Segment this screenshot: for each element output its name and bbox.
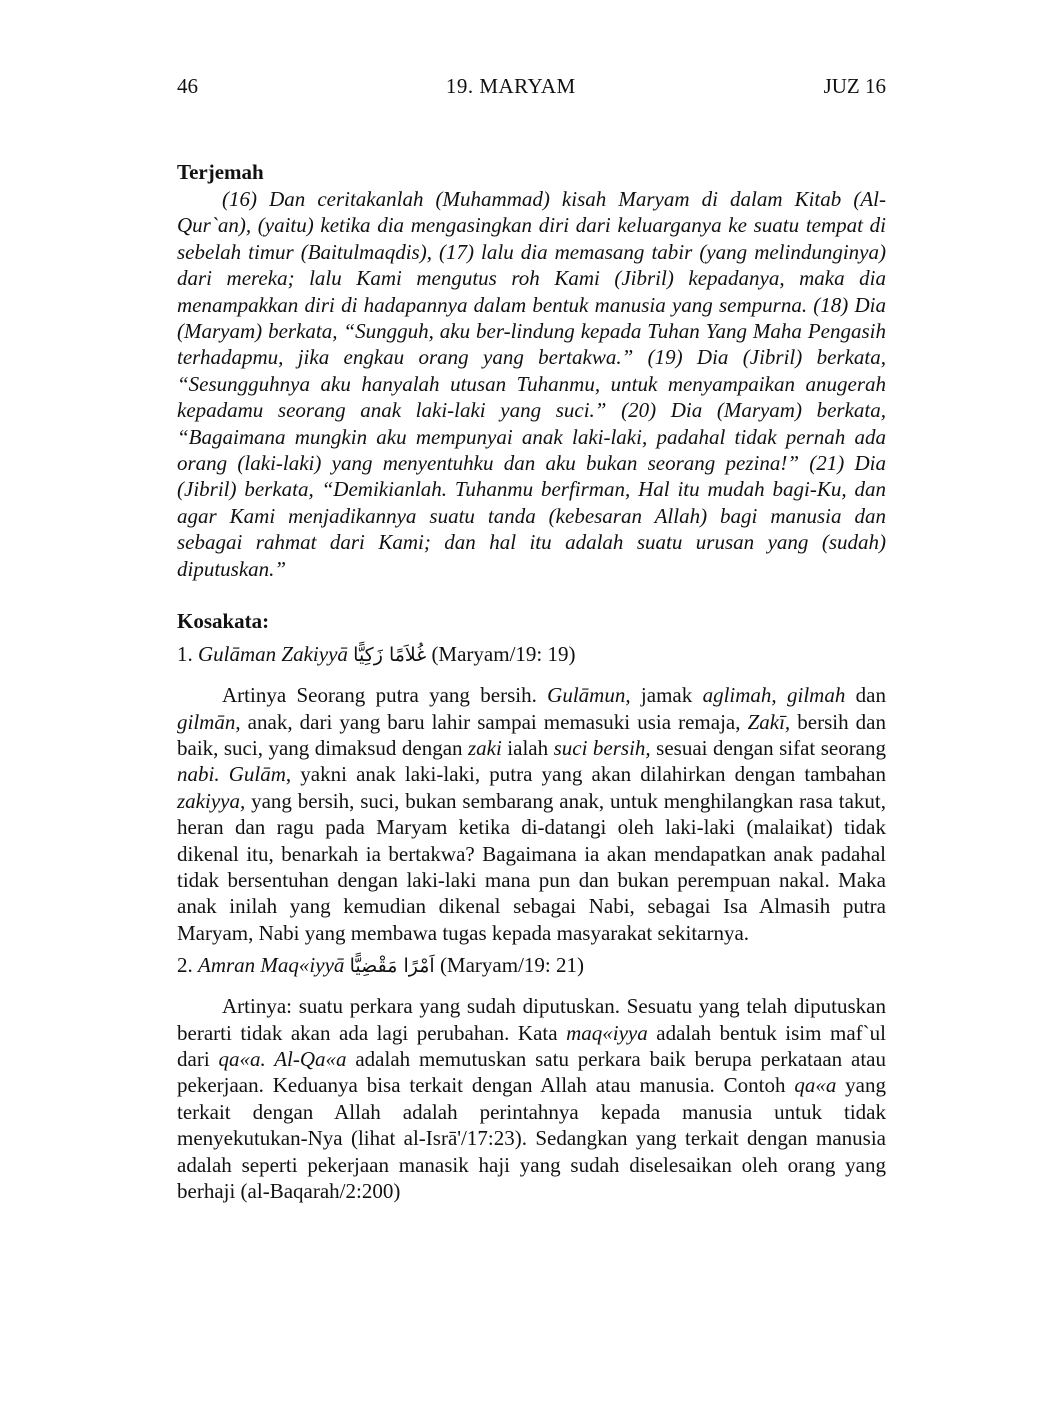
text-run: , anak, dari yang baru lahir sampai memasuki usia remaja, [235,709,748,734]
vocab-number: 2. [177,953,193,978]
text-run: adalah memutuskan satu perkara baik berupa perkataan atau pekerjaan. Keduanya bisa terkait dengan Allah atau manusia. Contoh [177,1046,886,1098]
page-number: 46 [177,74,198,98]
italic-term: suci bersih, [553,735,651,760]
vocab-item-2 [177,950,886,981]
page-header [177,72,886,100]
vocab-arabic: اَمْرًا مَقْضِيًّا [349,955,435,978]
kosakata-heading: Kosakata: [177,609,270,634]
italic-term: maq«iyya [566,1020,648,1045]
italic-term: zaki [468,735,502,760]
italic-term: qa«a [794,1073,837,1098]
juz-label: JUZ 16 [823,74,886,98]
terjemah-heading: Terjemah [177,160,264,184]
italic-term: zakiyya, [177,788,246,813]
text-run: Artinya: suatu perkara yang sudah diputuskan. Sesuatu yang telah diputuskan berarti tidak akan ada lagi perubahan. Kata [177,994,886,1045]
text-run: , yakni anak laki-laki, putra yang akan dilahirkan dengan tambahan [285,762,887,787]
document-page [177,72,886,1204]
text-run: dan [845,683,886,708]
text-run: yang terkait dengan Allah adalah perintahnya kepada manusia untuk tidak menyekutukan-Nya (lihat al-Isrā'/17:23). Sedangkan yang terkait dengan manusia adalah seperti pekerjaan manasik haji yang sudah diselesaikan oleh orang yang berhaji (al-Baqarah/2:200) [177,1073,886,1203]
chapter-title: 19. MARYAM [445,74,576,98]
vocab-explanation-1 [177,682,886,946]
italic-term: gilmān [177,709,236,734]
text-run: ialah [501,735,554,760]
text-run: bersih dan baik, suci, yang dimaksud dengan [177,709,886,760]
italic-term: nabi. Gulām [177,762,286,787]
italic-term: Gulāmun, [547,683,631,708]
text-run: Artinya Seorang putra yang bersih. [222,683,548,708]
text-run: jamak [630,683,703,708]
vocab-explanation-2 [177,993,886,1204]
vocab-term: Gulāman Zakiyyā [198,642,348,667]
vocab-item-1 [177,639,886,670]
text-run: yang bersih, suci, bukan sembarang anak, untuk menghilangkan rasa takut, heran dan ragu pada Maryam ketika di-datangi oleh laki-laki (malaikat) tidak dikenal itu, benarkah ia bertakwa? Bagaimana ia akan mendapatkan anak padahal tidak bersentuhan dengan laki-laki mana pun dan bukan perempuan nakal. Maka anak inilah yang kemudian dikenal sebagai Nabi, sebagai Isa Almasih putra Maryam, Nabi yang membawa tugas kepada masyarakat sekitarnya. [177,788,886,945]
vocab-reference: (Maryam/19: 21) [439,953,584,978]
text-run: adalah bentuk isim maf`ul dari [177,1020,886,1071]
italic-term: Zakī, [747,709,791,734]
text-run: sesuai dengan sifat seorang [650,735,887,760]
italic-term: qa«a. Al-Qa«a [218,1046,347,1071]
translation-paragraph: (16) Dan ceritakanlah (Muhammad) kisah Maryam di dalam Kitab (Al-Qur`an), (yaitu) ketika dia mengasingkan diri dari keluarganya ke suatu tempat di sebelah timur (Baitulmaqdis), (17) lalu dia memasang tabir (yang melindunginya) dari mereka; lalu Kami mengutus roh Kami (Jibril) kepadanya, maka dia menampakkan diri di hadapannya dalam bentuk manusia yang sempurna. (18) Dia (Maryam) berkata, “Sungguh, aku ber-lindung kepada Tuhan Yang Maha Pengasih terhadapmu, jika engkau orang yang bertakwa.” (19) Dia (Jibril) berkata, “Sesungguhnya aku hanyalah utusan Tuhanmu, untuk menyampaikan anugerah kepadamu seorang anak laki-laki yang suci.” (20) Dia (Maryam) berkata, “Bagaimana mungkin aku mempunyai anak laki-laki, padahal tidak pernah ada orang (laki-laki) yang menyentuhku dan aku bukan seorang pezina!” (21) Dia (Jibril) berkata, “Demikianlah. Tuhanmu berfirman, Hal itu mudah bagi-Ku, dan agar Kami menjadikannya suatu tanda (kebesaran Allah) bagi manusia dan sebagai rahmat dari Kami; dan hal itu adalah suatu urusan yang (sudah) diputuskan.” [177,187,886,581]
vocab-reference: (Maryam/19: 19) [431,642,576,667]
vocab-term: Amran Maq«iyyā [198,953,345,978]
italic-term: aglimah, gilmah [702,683,846,708]
vocab-arabic: غُلاَمًا زَكِيًّا [353,644,427,667]
vocab-number: 1. [177,642,193,667]
